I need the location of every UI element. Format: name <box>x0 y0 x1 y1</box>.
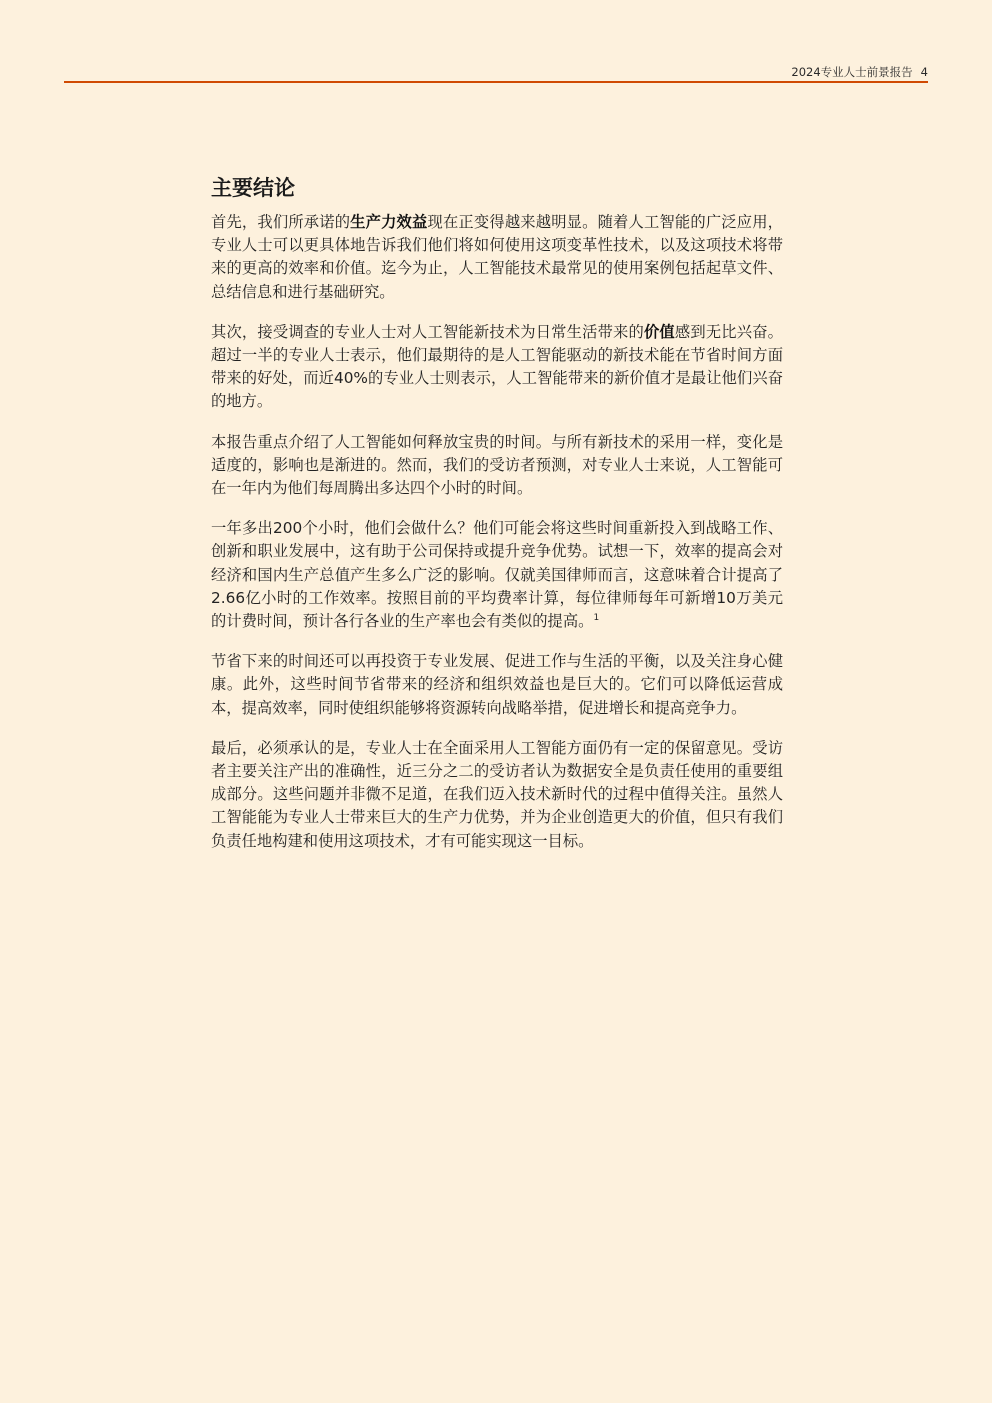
section-title: 主要结论 <box>211 176 295 200</box>
paragraph-4 <box>211 517 783 633</box>
paragraph-text: 感到无比兴奋。超过一半的专业人士表示，他们最期待的是人工智能驱动的新技术能在节省时间方面带来的好处，而近40%的专业人士则表示，人工智能带来的新价值才是最让他们兴奋的地方。 <box>211 322 783 411</box>
paragraph-text: 一年多出200个小时，他们会做什么？他们可能会将这些时间重新投入到战略工作、创新和职业发展中，这有助于公司保持或提升竞争优势。试想一下，效率的提高会对经济和国内生产总值产生多么广泛的影响。仅就美国律师而言，这意味着合计提高了2.66亿小时的工作效率。按照目前的平均费率计算，每位律师每年可新增10万美元的计费时间，预计各行各业的生产率也会有类似的提高。 <box>211 519 783 631</box>
header-text <box>791 64 928 80</box>
page-header <box>64 62 928 80</box>
paragraph-text: 现在正变得越来越明显。随着人工智能的广泛应用，专业人士可以更具体地告诉我们他们将如何使用这项变革性技术，以及这项技术将带来的更高的效率和价值。迄今为止，人工智能技术最常见的使用案例包括起草文件、总结信息和进行基础研究。 <box>211 213 783 301</box>
paragraph-3 <box>211 431 783 501</box>
paragraph-5 <box>211 650 783 720</box>
paragraph-6 <box>211 737 783 853</box>
emphasis-text: 价值 <box>643 322 675 341</box>
paragraph-text: 其次，接受调查的专业人士对人工智能新技术为日常生活带来的 <box>211 322 644 341</box>
header-divider <box>64 81 928 83</box>
paragraph-1 <box>211 211 783 304</box>
paragraph-text: 节省下来的时间还可以再投资于专业发展、促进工作与生活的平衡，以及关注身心健康。此外，这些时间节省带来的经济和组织效益也是巨大的。它们可以降低运营成本，提高效率，同时使组织能够将资源转向战略举措，促进增长和提高竞争力。 <box>211 652 783 717</box>
page-number: 4 <box>920 65 928 79</box>
paragraph-text: 最后，必须承认的是，专业人士在全面采用人工智能方面仍有一定的保留意见。受访者主要关注产出的准确性，近三分之二的受访者认为数据安全是负责任使用的重要组成部分。这些问题并非微不足道，在我们迈入技术新时代的过程中值得关注。虽然人工智能能为专业人士带来巨大的生产力优势，并为企业创造更大的价值，但只有我们负责任地构建和使用这项技术，才有可能实现这一目标。 <box>211 738 783 850</box>
paragraph-2 <box>211 321 783 414</box>
footnote-marker: 1 <box>593 612 600 623</box>
paragraph-text: 首先，我们所承诺的 <box>211 213 351 231</box>
main-content <box>211 173 783 870</box>
paragraph-text: 本报告重点介绍了人工智能如何释放宝贵的时间。与所有新技术的采用一样，变化是适度的，影响也是渐进的。然而，我们的受访者预测，对专业人士来说，人工智能可在一年内为他们每周腾出多达四个小时的时间。 <box>211 432 783 498</box>
report-title: 2024专业人士前景报告 <box>791 65 913 79</box>
emphasis-text: 生产力效益 <box>350 213 428 231</box>
